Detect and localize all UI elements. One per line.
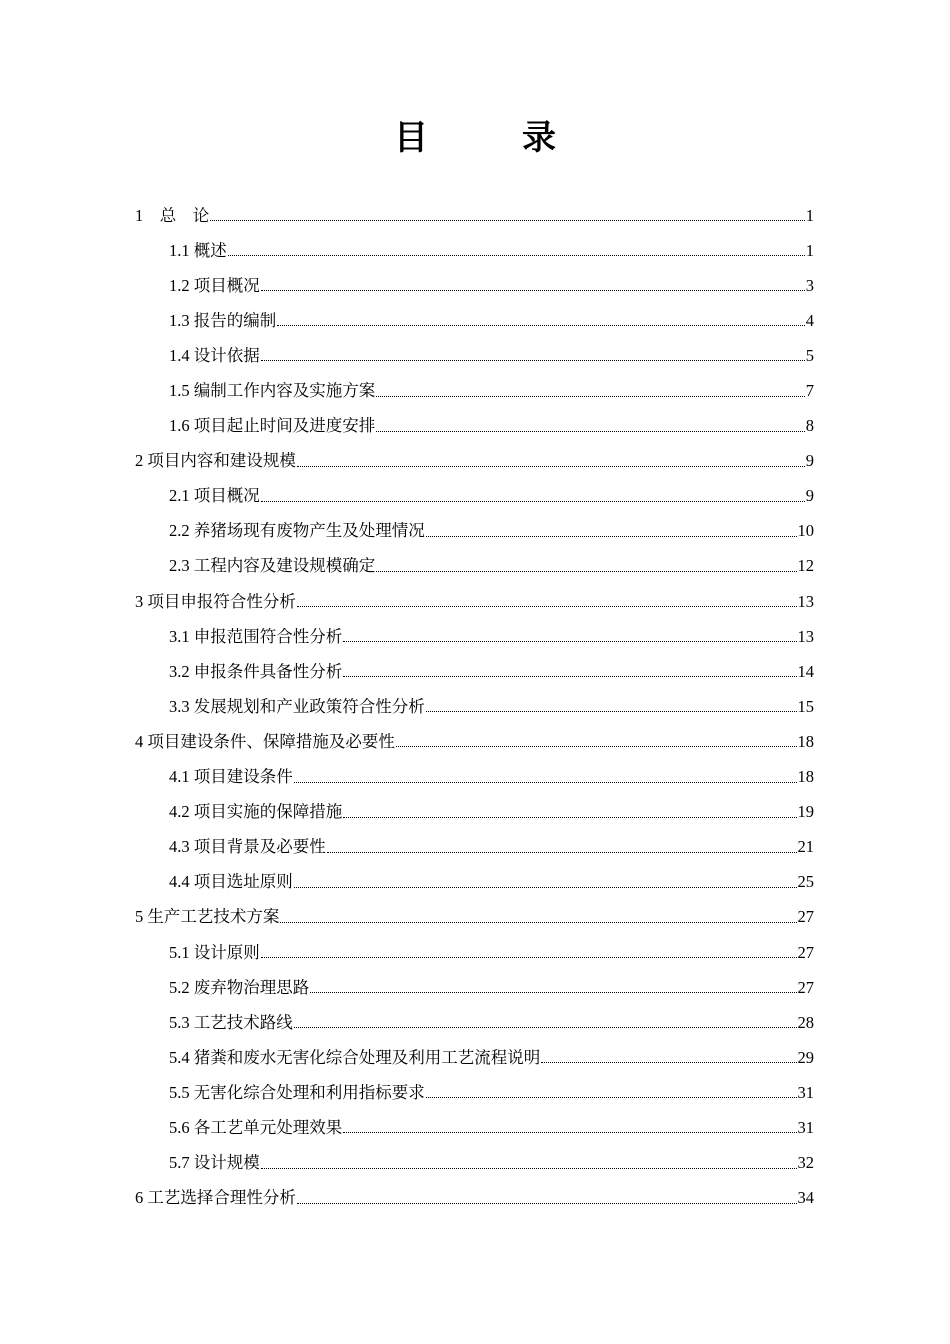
toc-entry-label: 5.3 工艺技术路线 bbox=[169, 1012, 293, 1032]
toc-entry-label: 4.3 项目背景及必要性 bbox=[169, 837, 326, 857]
toc-dot-leader bbox=[396, 746, 797, 747]
toc-entry[interactable] bbox=[0, 760, 950, 795]
toc-dot-leader bbox=[261, 501, 805, 502]
toc-dot-leader bbox=[343, 676, 796, 677]
toc-entry-page-number: 1 bbox=[805, 240, 814, 260]
toc-entry[interactable] bbox=[0, 689, 950, 724]
toc-entry-page-number: 8 bbox=[805, 416, 814, 436]
toc-entry[interactable] bbox=[0, 584, 950, 619]
toc-entry-label: 1 总 论 bbox=[135, 205, 210, 225]
toc-entry[interactable] bbox=[0, 1075, 950, 1110]
toc-dot-leader bbox=[297, 466, 805, 467]
toc-entry-label: 5.2 废弃物治理思路 bbox=[169, 977, 310, 997]
toc-entry-page-number: 4 bbox=[805, 310, 814, 330]
toc-dot-leader bbox=[261, 290, 805, 291]
toc-entry[interactable] bbox=[0, 233, 950, 268]
toc-entry-label: 4.2 项目实施的保障措施 bbox=[169, 802, 343, 822]
toc-entry-label: 5.7 设计规模 bbox=[169, 1153, 260, 1173]
toc-dot-leader bbox=[376, 396, 805, 397]
toc-entry-page-number: 13 bbox=[797, 626, 814, 646]
toc-entry[interactable] bbox=[0, 1181, 950, 1216]
toc-title: 目 录 bbox=[394, 118, 586, 158]
toc-dot-leader bbox=[297, 606, 797, 607]
toc-dot-leader bbox=[426, 711, 797, 712]
toc-dot-leader bbox=[327, 852, 797, 853]
toc-entry[interactable] bbox=[0, 514, 950, 549]
toc-entry[interactable] bbox=[0, 373, 950, 408]
toc-entry[interactable] bbox=[0, 549, 950, 584]
toc-entry-page-number: 14 bbox=[797, 661, 814, 681]
toc-entry[interactable] bbox=[0, 830, 950, 865]
toc-entry[interactable] bbox=[0, 795, 950, 830]
toc-dot-leader bbox=[210, 220, 805, 221]
toc-entry-label: 4 项目建设条件、保障措施及必要性 bbox=[135, 731, 395, 751]
toc-entry-page-number: 5 bbox=[805, 345, 814, 365]
toc-dot-leader bbox=[310, 992, 796, 993]
toc-entry-page-number: 18 bbox=[797, 767, 814, 787]
toc-entry[interactable] bbox=[0, 198, 950, 233]
toc-entry-label: 3.1 申报范围符合性分析 bbox=[169, 626, 343, 646]
toc-list bbox=[0, 198, 950, 1216]
toc-entry-page-number: 9 bbox=[805, 451, 814, 471]
toc-entry-label: 1.6 项目起止时间及进度安排 bbox=[169, 416, 376, 436]
toc-entry-page-number: 21 bbox=[797, 837, 814, 857]
toc-entry-page-number: 27 bbox=[797, 977, 814, 997]
toc-entry-page-number: 31 bbox=[797, 1117, 814, 1137]
toc-entry-page-number: 28 bbox=[797, 1012, 814, 1032]
toc-entry-page-number: 19 bbox=[797, 802, 814, 822]
toc-entry-page-number: 12 bbox=[797, 556, 814, 576]
toc-dot-leader bbox=[343, 817, 796, 818]
toc-entry-label: 1.2 项目概况 bbox=[169, 275, 260, 295]
toc-entry[interactable] bbox=[0, 935, 950, 970]
toc-entry-page-number: 1 bbox=[805, 205, 814, 225]
toc-entry-label: 1.3 报告的编制 bbox=[169, 310, 277, 330]
toc-dot-leader bbox=[277, 325, 805, 326]
toc-entry-page-number: 7 bbox=[805, 381, 814, 401]
toc-entry[interactable] bbox=[0, 444, 950, 479]
toc-entry-page-number: 27 bbox=[797, 907, 814, 927]
toc-entry-page-number: 31 bbox=[797, 1082, 814, 1102]
toc-entry[interactable] bbox=[0, 1146, 950, 1181]
toc-entry-label: 3.2 申报条件具备性分析 bbox=[169, 661, 343, 681]
toc-entry[interactable] bbox=[0, 1110, 950, 1145]
toc-entry-page-number: 34 bbox=[797, 1188, 814, 1208]
toc-entry-label: 4.1 项目建设条件 bbox=[169, 767, 293, 787]
toc-entry[interactable] bbox=[0, 1040, 950, 1075]
toc-entry-page-number: 3 bbox=[805, 275, 814, 295]
toc-entry-label: 5.1 设计原则 bbox=[169, 942, 260, 962]
toc-entry[interactable] bbox=[0, 479, 950, 514]
toc-entry[interactable] bbox=[0, 303, 950, 338]
toc-dot-leader bbox=[426, 1097, 797, 1098]
toc-entry[interactable] bbox=[0, 268, 950, 303]
toc-dot-leader bbox=[261, 360, 805, 361]
toc-entry-page-number: 10 bbox=[797, 521, 814, 541]
toc-dot-leader bbox=[541, 1062, 796, 1063]
toc-entry-label: 5.4 猪粪和废水无害化综合处理及利用工艺流程说明 bbox=[169, 1047, 541, 1067]
toc-dot-leader bbox=[426, 536, 797, 537]
toc-entry-label: 2.3 工程内容及建设规模确定 bbox=[169, 556, 376, 576]
toc-entry-label: 3.3 发展规划和产业政策符合性分析 bbox=[169, 696, 425, 716]
toc-dot-leader bbox=[343, 1132, 796, 1133]
toc-entry-label: 4.4 项目选址原则 bbox=[169, 872, 293, 892]
toc-dot-leader bbox=[294, 1027, 797, 1028]
toc-entry[interactable] bbox=[0, 865, 950, 900]
toc-entry-label: 2.1 项目概况 bbox=[169, 486, 260, 506]
toc-entry-page-number: 32 bbox=[797, 1153, 814, 1173]
toc-dot-leader bbox=[261, 1168, 797, 1169]
toc-dot-leader bbox=[343, 641, 796, 642]
toc-entry[interactable] bbox=[0, 724, 950, 759]
toc-entry[interactable] bbox=[0, 409, 950, 444]
toc-entry-label: 2.2 养猪场现有废物产生及处理情况 bbox=[169, 521, 425, 541]
toc-dot-leader bbox=[376, 571, 796, 572]
toc-entry-label: 5.5 无害化综合处理和利用指标要求 bbox=[169, 1082, 425, 1102]
toc-entry-page-number: 18 bbox=[797, 731, 814, 751]
toc-dot-leader bbox=[228, 255, 805, 256]
toc-entry[interactable] bbox=[0, 338, 950, 373]
toc-entry[interactable] bbox=[0, 900, 950, 935]
toc-dot-leader bbox=[294, 887, 797, 888]
toc-entry-page-number: 29 bbox=[797, 1047, 814, 1067]
toc-entry-label: 3 项目申报符合性分析 bbox=[135, 591, 296, 611]
toc-entry[interactable] bbox=[0, 970, 950, 1005]
toc-dot-leader bbox=[376, 431, 805, 432]
toc-dot-leader bbox=[294, 782, 797, 783]
toc-dot-leader bbox=[261, 957, 797, 958]
toc-entry-page-number: 9 bbox=[805, 486, 814, 506]
toc-entry[interactable] bbox=[0, 654, 950, 689]
toc-entry-page-number: 15 bbox=[797, 696, 814, 716]
toc-entry-label: 1.5 编制工作内容及实施方案 bbox=[169, 381, 376, 401]
toc-entry-label: 5 生产工艺技术方案 bbox=[135, 907, 280, 927]
toc-entry-label: 5.6 各工艺单元处理效果 bbox=[169, 1117, 343, 1137]
toc-entry[interactable] bbox=[0, 1005, 950, 1040]
toc-entry-label: 2 项目内容和建设规模 bbox=[135, 451, 296, 471]
toc-dot-leader bbox=[280, 922, 796, 923]
toc-dot-leader bbox=[297, 1203, 797, 1204]
toc-entry-label: 6 工艺选择合理性分析 bbox=[135, 1188, 296, 1208]
toc-entry[interactable] bbox=[0, 619, 950, 654]
toc-entry-page-number: 25 bbox=[797, 872, 814, 892]
toc-entry-page-number: 27 bbox=[797, 942, 814, 962]
toc-entry-page-number: 13 bbox=[797, 591, 814, 611]
toc-entry-label: 1.4 设计依据 bbox=[169, 345, 260, 365]
toc-entry-label: 1.1 概述 bbox=[169, 240, 227, 260]
